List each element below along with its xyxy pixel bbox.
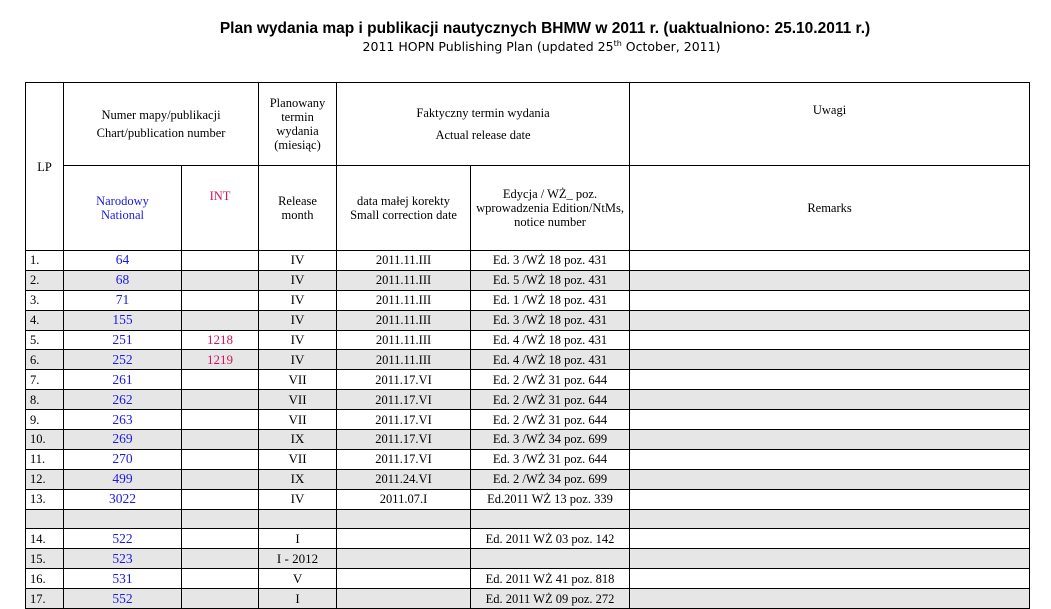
row-national-number: 263 — [64, 410, 182, 430]
header-national-en: National — [100, 208, 145, 222]
header-actual — [337, 83, 630, 166]
page-subtitle — [0, 39, 1051, 54]
header-lp: LP — [26, 83, 64, 251]
row-correction-date: 2011.17.VI — [337, 410, 471, 430]
row-edition-notice: Ed. 2 /WŻ 31 poz. 644 — [471, 410, 630, 430]
row-int-number — [182, 251, 259, 271]
row-planned-month: I — [259, 529, 337, 549]
row-lp: 17. — [26, 589, 64, 609]
row-national-number: 270 — [64, 449, 182, 469]
row-lp: 5. — [26, 330, 64, 350]
row-edition-notice: Ed. 4 /WŻ 18 poz. 431 — [471, 350, 630, 370]
table-row — [26, 549, 1030, 569]
row-int-number — [182, 469, 259, 489]
row-remarks — [630, 549, 1030, 569]
row-planned-month: VII — [259, 449, 337, 469]
row-planned-month: IV — [259, 270, 337, 290]
row-national-number: 261 — [64, 370, 182, 390]
row-correction-date: 2011.11.III — [337, 330, 471, 350]
row-planned-month: IX — [259, 469, 337, 489]
row-remarks — [630, 350, 1030, 370]
row-lp: 2. — [26, 270, 64, 290]
row-remarks — [630, 270, 1030, 290]
header-row-top — [26, 83, 1030, 166]
row-lp — [26, 509, 64, 529]
table-row — [26, 430, 1030, 450]
row-correction-date: 2011.11.III — [337, 350, 471, 370]
row-planned-month: IV — [259, 310, 337, 330]
table-row — [26, 370, 1030, 390]
header-release-month: Release month — [259, 166, 337, 251]
row-remarks — [630, 330, 1030, 350]
row-int-number — [182, 290, 259, 310]
subtitle-ordinal-suffix: th — [613, 39, 622, 48]
row-remarks — [630, 310, 1030, 330]
row-int-number — [182, 430, 259, 450]
row-lp: 8. — [26, 390, 64, 410]
table-row — [26, 449, 1030, 469]
row-correction-date: 2011.17.VI — [337, 370, 471, 390]
row-correction-date: 2011.17.VI — [337, 449, 471, 469]
row-remarks — [630, 469, 1030, 489]
table-row — [26, 390, 1030, 410]
row-remarks — [630, 489, 1030, 509]
row-remarks — [630, 430, 1030, 450]
row-remarks — [630, 589, 1030, 609]
header-national — [64, 166, 182, 251]
row-national-number: 3022 — [64, 489, 182, 509]
row-edition-notice: Ed. 3 /WŻ 18 poz. 431 — [471, 251, 630, 271]
row-national-number: 523 — [64, 549, 182, 569]
row-edition-notice: Ed. 3 /WŻ 34 poz. 699 — [471, 430, 630, 450]
row-int-number — [182, 310, 259, 330]
row-correction-date: 2011.11.III — [337, 270, 471, 290]
row-edition-notice: Ed. 4 /WŻ 18 poz. 431 — [471, 330, 630, 350]
row-national-number: 522 — [64, 529, 182, 549]
table-row — [26, 589, 1030, 609]
row-planned-month: V — [259, 569, 337, 589]
row-remarks — [630, 410, 1030, 430]
row-lp: 1. — [26, 251, 64, 271]
row-correction-date: 2011.11.III — [337, 310, 471, 330]
subtitle-text: 2011 HOPN Publishing Plan (updated 25 — [362, 39, 614, 54]
row-remarks — [630, 569, 1030, 589]
table-row — [26, 310, 1030, 330]
row-planned-month: IV — [259, 489, 337, 509]
publishing-plan-table — [25, 82, 1030, 609]
row-int-number — [182, 370, 259, 390]
row-edition-notice — [471, 509, 630, 529]
row-lp: 15. — [26, 549, 64, 569]
header-small-correction-pl: data małej korekty — [357, 194, 451, 208]
row-lp: 12. — [26, 469, 64, 489]
row-lp: 7. — [26, 370, 64, 390]
row-correction-date — [337, 529, 471, 549]
row-int-number — [182, 569, 259, 589]
row-correction-date: 2011.17.VI — [337, 390, 471, 410]
table-body — [26, 251, 1030, 609]
row-lp: 11. — [26, 449, 64, 469]
header-planned: Planowany termin wydania (miesiąc) — [259, 83, 337, 166]
row-national-number: 64 — [64, 251, 182, 271]
header-number — [64, 83, 259, 166]
row-edition-notice: Ed. 3 /WŻ 18 poz. 431 — [471, 310, 630, 330]
row-national-number: 269 — [64, 430, 182, 450]
row-int-number — [182, 270, 259, 290]
row-lp: 9. — [26, 410, 64, 430]
row-correction-date — [337, 549, 471, 569]
row-remarks — [630, 529, 1030, 549]
row-planned-month: I - 2012 — [259, 549, 337, 569]
row-planned-month — [259, 509, 337, 529]
header-edition: Edycja / WŻ_ poz. wprowadzenia Edition/NtMs, notice number — [471, 166, 630, 251]
row-edition-notice: Ed. 1 /WŻ 18 poz. 431 — [471, 290, 630, 310]
header-national-pl: Narodowy — [96, 194, 149, 208]
header-actual-pl: Faktyczny termin wydania — [416, 106, 550, 120]
row-remarks — [630, 449, 1030, 469]
row-correction-date: 2011.11.III — [337, 290, 471, 310]
header-remarks-en: Remarks — [630, 166, 1030, 251]
row-lp: 13. — [26, 489, 64, 509]
row-lp: 10. — [26, 430, 64, 450]
row-int-number — [182, 489, 259, 509]
row-int-number: 1218 — [182, 330, 259, 350]
row-national-number: 68 — [64, 270, 182, 290]
row-national-number: 252 — [64, 350, 182, 370]
row-edition-notice — [471, 549, 630, 569]
row-correction-date — [337, 509, 471, 529]
row-remarks — [630, 509, 1030, 529]
row-planned-month: VII — [259, 390, 337, 410]
row-lp: 16. — [26, 569, 64, 589]
row-int-number — [182, 449, 259, 469]
row-edition-notice: Ed. 2 /WŻ 31 poz. 644 — [471, 390, 630, 410]
row-edition-notice: Ed. 2011 WŻ 41 poz. 818 — [471, 569, 630, 589]
row-planned-month: I — [259, 589, 337, 609]
table-row — [26, 529, 1030, 549]
row-planned-month: IV — [259, 290, 337, 310]
row-national-number: 262 — [64, 390, 182, 410]
row-int-number — [182, 549, 259, 569]
table-row — [26, 489, 1030, 509]
row-national-number — [64, 509, 182, 529]
row-int-number — [182, 410, 259, 430]
row-int-number — [182, 509, 259, 529]
row-int-number — [182, 529, 259, 549]
row-national-number: 499 — [64, 469, 182, 489]
row-edition-notice: Ed. 2011 WŻ 09 poz. 272 — [471, 589, 630, 609]
row-national-number: 552 — [64, 589, 182, 609]
header-row-sub — [26, 166, 1030, 251]
row-lp: 3. — [26, 290, 64, 310]
table-row — [26, 410, 1030, 430]
row-remarks — [630, 290, 1030, 310]
row-remarks — [630, 370, 1030, 390]
row-planned-month: IV — [259, 251, 337, 271]
table-row — [26, 290, 1030, 310]
row-planned-month: VII — [259, 370, 337, 390]
table-row — [26, 330, 1030, 350]
row-correction-date — [337, 589, 471, 609]
row-national-number: 155 — [64, 310, 182, 330]
row-planned-month: IV — [259, 350, 337, 370]
row-int-number: 1219 — [182, 350, 259, 370]
row-planned-month: IX — [259, 430, 337, 450]
subtitle-text-end: October, 2011) — [621, 39, 721, 54]
table-row — [26, 270, 1030, 290]
header-small-correction — [337, 166, 471, 251]
row-national-number: 71 — [64, 290, 182, 310]
page-title: Plan wydania map i publikacji nautycznych BHMW w 2011 r. (uaktualniono: 25.10.2011 r.) — [219, 20, 871, 37]
header-number-pl: Numer mapy/publikacji — [101, 108, 221, 122]
table-row — [26, 350, 1030, 370]
table-row — [26, 251, 1030, 271]
row-int-number — [182, 589, 259, 609]
header-int: INT — [182, 166, 259, 251]
row-correction-date: 2011.07.I — [337, 489, 471, 509]
row-planned-month: VII — [259, 410, 337, 430]
row-planned-month: IV — [259, 330, 337, 350]
row-lp: 4. — [26, 310, 64, 330]
row-correction-date — [337, 569, 471, 589]
header-remarks-pl: Uwagi — [630, 83, 1030, 166]
row-remarks — [630, 251, 1030, 271]
header-small-correction-en: Small correction date — [350, 208, 457, 222]
row-remarks — [630, 390, 1030, 410]
row-lp: 6. — [26, 350, 64, 370]
row-national-number: 251 — [64, 330, 182, 350]
row-edition-notice: Ed. 3 /WŻ 31 poz. 644 — [471, 449, 630, 469]
header-actual-en: Actual release date — [435, 128, 531, 142]
row-correction-date: 2011.24.VI — [337, 469, 471, 489]
row-edition-notice: Ed. 2011 WŻ 03 poz. 142 — [471, 529, 630, 549]
row-national-number: 531 — [64, 569, 182, 589]
row-edition-notice: Ed. 2 /WŻ 34 poz. 699 — [471, 469, 630, 489]
row-lp: 14. — [26, 529, 64, 549]
row-int-number — [182, 390, 259, 410]
table-row — [26, 509, 1030, 529]
row-edition-notice: Ed. 5 /WŻ 18 poz. 431 — [471, 270, 630, 290]
table-row — [26, 569, 1030, 589]
row-correction-date: 2011.17.VI — [337, 430, 471, 450]
row-edition-notice: Ed.2011 WŻ 13 poz. 339 — [471, 489, 630, 509]
header-number-en: Chart/publication number — [96, 126, 226, 140]
table-row — [26, 469, 1030, 489]
row-correction-date: 2011.11.III — [337, 251, 471, 271]
row-edition-notice: Ed. 2 /WŻ 31 poz. 644 — [471, 370, 630, 390]
